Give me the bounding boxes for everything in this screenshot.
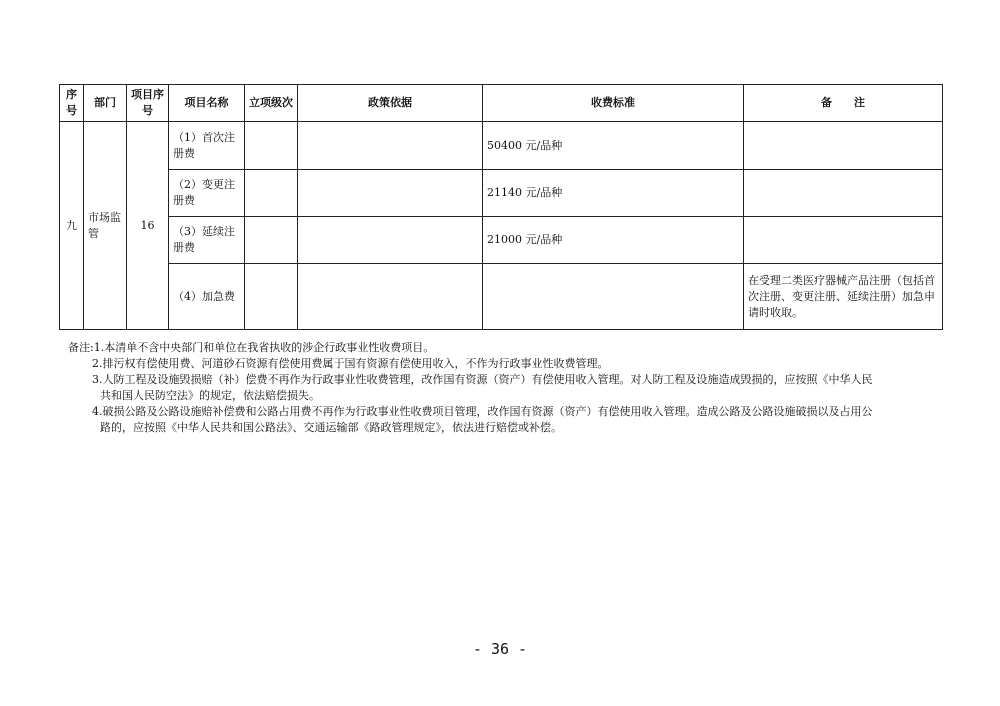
table-row [60, 170, 943, 217]
item-policy [298, 170, 483, 217]
note-3-line-2: 共和国人民防空法》的规定，依法赔偿损失。 [100, 389, 320, 402]
header-level: 立项级次 [245, 85, 298, 122]
note-4-line-1: 4.破损公路及公路设施赔补偿费和公路占用费不再作为行政事业性收费项目管理，改作国有资源（资产）有偿使用收入管理。造成公路及公路设施破损以及占用公 [92, 405, 873, 418]
item-remark [744, 122, 943, 170]
note-4 [68, 404, 948, 436]
item-name: （2）变更注册费 [169, 170, 245, 217]
note-4-line-2: 路的，应按照《中华人民共和国公路法》、交通运输部《路政管理规定》，依法进行赔偿或补偿。 [100, 421, 562, 434]
item-standard: 21140 元/品种 [483, 170, 744, 217]
item-standard: 21000 元/品种 [483, 217, 744, 264]
item-policy [298, 217, 483, 264]
fee-table [59, 84, 943, 330]
header-item-name: 项目名称 [169, 85, 245, 122]
page-number: - 36 - [472, 640, 528, 658]
header-standard: 收费标准 [483, 85, 744, 122]
note-3 [68, 372, 948, 404]
header-policy: 政策依据 [298, 85, 483, 122]
item-remark [744, 170, 943, 217]
item-level [245, 170, 298, 217]
item-policy [298, 122, 483, 170]
note-2: 2.排污权有偿使用费、河道砂石资源有偿使用费属于国有资源有偿使用收入，不作为行政事业性收费管理。 [92, 357, 609, 370]
item-name: （4）加急费 [169, 264, 245, 330]
note-3-line-1: 3.人防工程及设施毁损赔（补）偿费不再作为行政事业性收费管理，改作国有资源（资产）有偿使用收入管理。对人防工程及设施造成毁损的，应按照《中华人民 [92, 373, 873, 386]
table-row [60, 217, 943, 264]
group-item-seq: 16 [127, 122, 169, 330]
item-name: （1）首次注册费 [169, 122, 245, 170]
item-name: （3）延续注册费 [169, 217, 245, 264]
header-item-seq: 项目序号 [127, 85, 169, 122]
header-seq: 序号 [60, 85, 84, 122]
group-dept: 市场监管 [84, 122, 127, 330]
group-seq: 九 [60, 122, 84, 330]
header-dept: 部门 [84, 85, 127, 122]
table-row [60, 122, 943, 170]
item-remark [744, 217, 943, 264]
item-level [245, 217, 298, 264]
table-row [60, 264, 943, 330]
item-standard: 50400 元/品种 [483, 122, 744, 170]
item-policy [298, 264, 483, 330]
header-remarks: 备 注 [744, 85, 943, 122]
header-row [60, 85, 943, 122]
item-standard [483, 264, 744, 330]
note-1: 备注:1.本清单不含中央部门和单位在我省执收的涉企行政事业性收费项目。 [68, 341, 435, 354]
item-level [245, 122, 298, 170]
footnotes [68, 340, 948, 436]
item-level [245, 264, 298, 330]
item-remark: 在受理二类医疗器械产品注册（包括首次注册、变更注册、延续注册）加急申请时收取。 [744, 264, 943, 330]
